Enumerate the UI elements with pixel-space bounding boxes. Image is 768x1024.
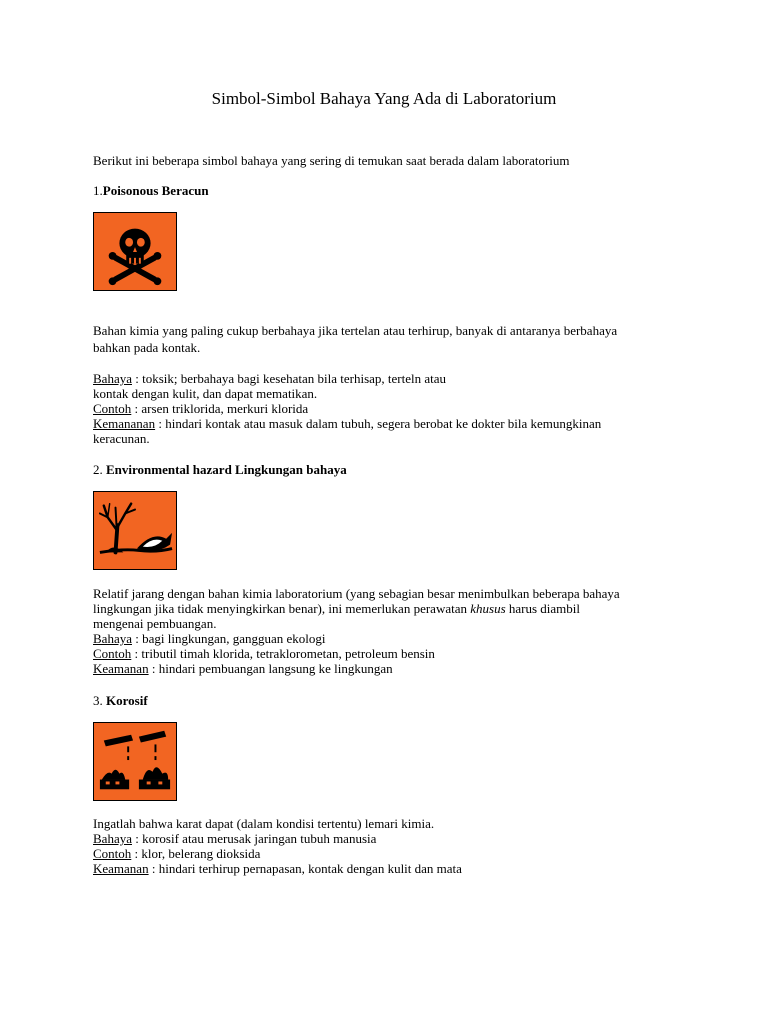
section-title: Korosif bbox=[106, 693, 148, 708]
section-2-description: Relatif jarang dengan bahan kimia laboratorium (yang sebagian besar menimbulkan beberapa bahaya lingkungan jika tidak menyingkirkan benar), ini memerlukan perawatan khusus harus diambil mengenai pembuangan. Bahaya : bagi lingkungan, gangguan ekologi Contoh : tributil timah klorida, tetraklorometan, petroleum bensin Keamanan : hindari pembuangan langsung ke lingkungan bbox=[93, 586, 683, 676]
section-1-description: Bahan kimia yang paling cukup berbahaya jika tertelan atau terhirup, banyak di antaranya berbahaya bahkan pada kontak. bbox=[93, 323, 618, 355]
skull-crossbones-icon bbox=[93, 212, 177, 291]
keamanan-line: Keamanan : hindari pembuangan langsung ke lingkungan bbox=[93, 661, 393, 676]
section-3-description: Ingatlah bahwa karat dapat (dalam kondisi tertentu) lemari kimia. Bahaya : korosif atau merusak jaringan tubuh manusia Contoh : klor, belerang dioksida Keamanan : hindari terhirup pernapasan, kontak dengan kulit dan mata bbox=[93, 816, 683, 876]
bahaya-line: Bahaya : toksik; berbahaya bagi kesehatan bila terhisap, terteln atau bbox=[93, 371, 447, 386]
bahaya-line: Bahaya : bagi lingkungan, gangguan ekologi bbox=[93, 631, 326, 646]
section-1-details: Bahaya : toksik; berbahaya bagi kesehatan bila terhisap, terteln atau kontak dengan kulit, dan dapat mematikan. Contoh : arsen triklorida, merkuri klorida Kemananan : hindari kontak atau masuk dalam tubuh, segera berobat ke dokter bila kemungkinan keracunan. bbox=[93, 371, 683, 446]
dead-tree-fish-icon bbox=[93, 491, 177, 570]
contoh-line: Contoh : tributil timah klorida, tetraklorometan, petroleum bensin bbox=[93, 646, 435, 661]
document-title: Simbol-Simbol Bahaya Yang Ada di Laboratorium bbox=[211, 89, 557, 108]
keamanan-line: Kemananan : hindari kontak atau masuk dalam tubuh, segera berobat ke dokter bila kemungkinan bbox=[93, 416, 602, 431]
corrosive-icon bbox=[93, 722, 177, 801]
keamanan-line: Keamanan : hindari terhirup pernapasan, kontak dengan kulit dan mata bbox=[93, 861, 462, 876]
contoh-line: Contoh : klor, belerang dioksida bbox=[93, 846, 261, 861]
section-number: 1. bbox=[93, 183, 103, 198]
section-number: 2. bbox=[93, 462, 106, 477]
section-2-heading bbox=[93, 462, 683, 477]
contoh-line: Contoh : arsen triklorida, merkuri klorida bbox=[93, 401, 309, 416]
section-3-heading bbox=[93, 693, 683, 708]
section-title: Poisonous Beracun bbox=[102, 183, 209, 198]
section-number: 3. bbox=[93, 693, 106, 708]
intro-paragraph: Berikut ini beberapa simbol bahaya yang sering di temukan saat berada dalam laboratorium bbox=[93, 153, 570, 168]
section-title: Environmental hazard Lingkungan bahaya bbox=[106, 462, 347, 477]
section-1-heading bbox=[93, 183, 683, 198]
bahaya-line: Bahaya : korosif atau merusak jaringan tubuh manusia bbox=[93, 831, 377, 846]
